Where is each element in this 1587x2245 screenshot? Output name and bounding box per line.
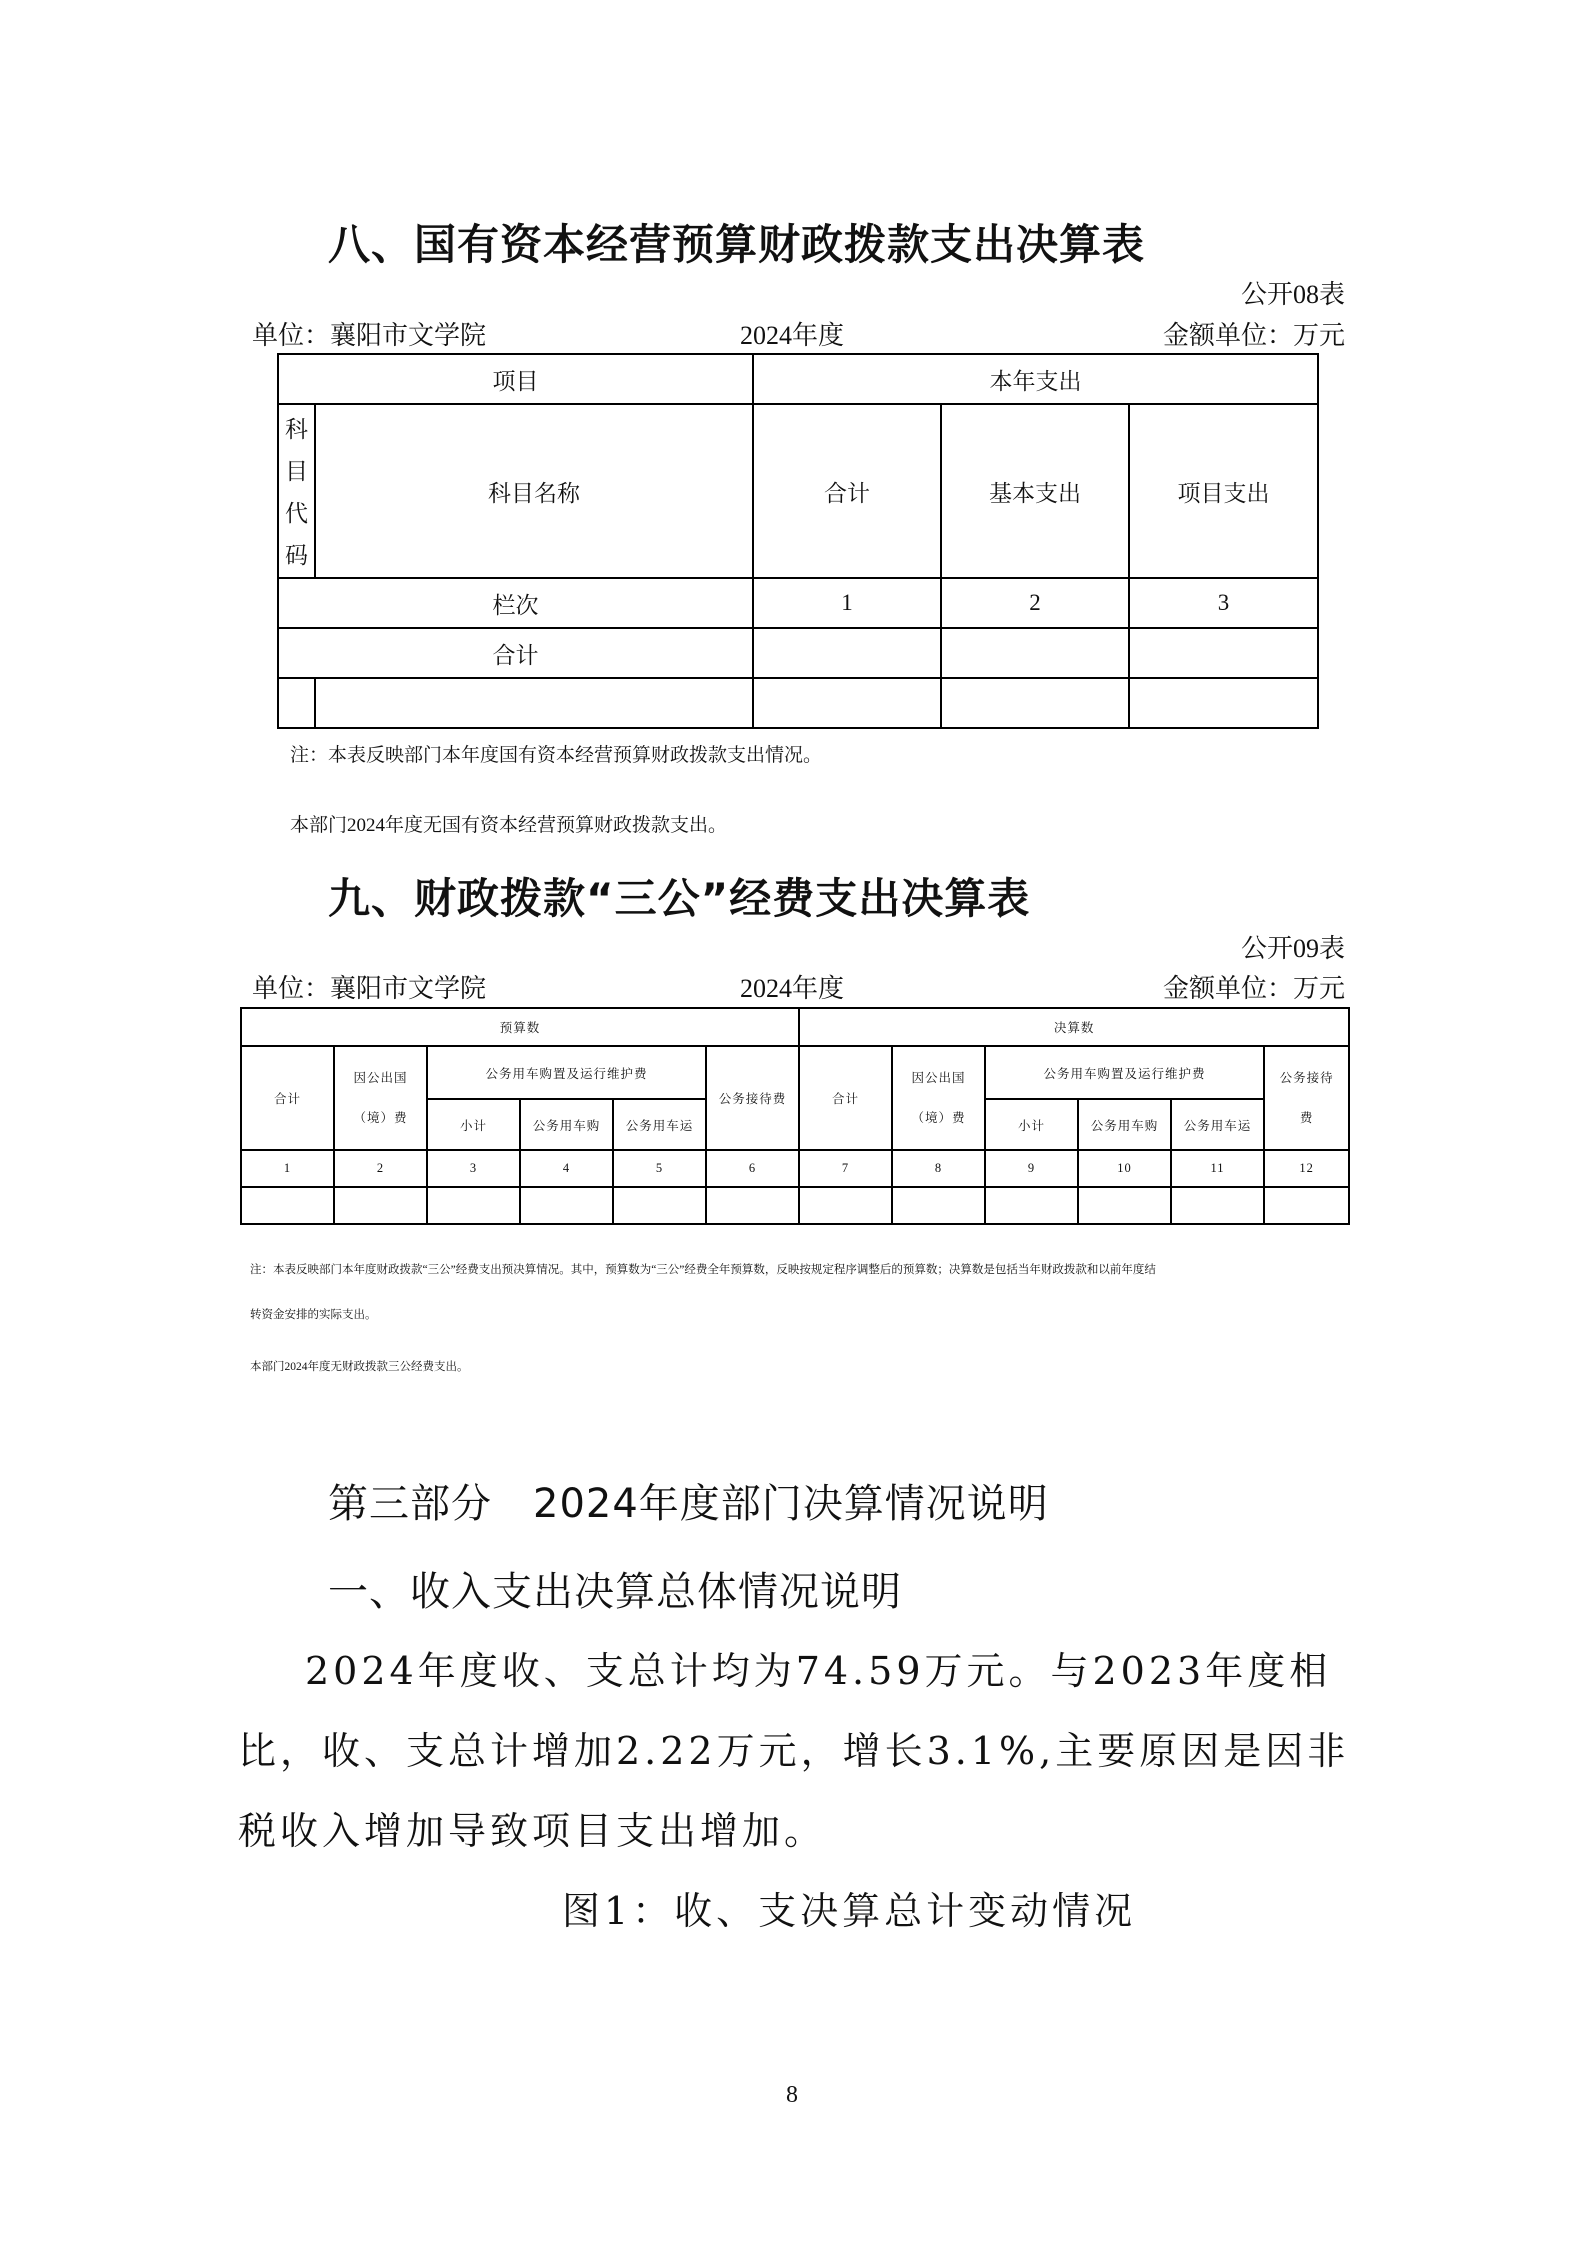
col-total: 合计 [753,404,941,578]
column-number: 3 [1129,578,1318,628]
value-cell [1129,678,1318,728]
value-cell [520,1187,613,1224]
state-capital-expenditure-table [277,353,1319,729]
column-number: 2 [334,1150,427,1187]
total-cell [941,628,1129,678]
column-number: 6 [706,1150,799,1187]
table-header-row [278,354,1318,404]
budget-group-header: 预算数 [241,1008,799,1046]
col-subject-name: 科目名称 [315,404,753,578]
part3-subtitle: 一、收入支出决算总体情况说明 [328,1569,902,1615]
table-subheader-row [278,404,1318,578]
column-number: 1 [241,1150,334,1187]
final-abroad-header [892,1046,985,1150]
column-number: 5 [613,1150,706,1187]
part3-title: 第三部分 2024年度部门决算情况说明 [328,1481,1049,1527]
col-subject-code: 科目代码 [278,404,315,578]
budget-abroad-header [334,1046,427,1150]
budget-subtotal-header: 小计 [427,1099,520,1150]
column-number: 3 [427,1150,520,1187]
summary-paragraph-line2: 比，收、支总计增加2.22万元，增长3.1%,主要原因是因非 [238,1729,1350,1773]
final-vehicle-purchase-header: 公务用车购 [1078,1099,1171,1150]
column-number: 12 [1264,1150,1349,1187]
subject-code-cell [278,678,315,728]
value-cell [241,1187,334,1224]
column-number: 10 [1078,1150,1171,1187]
section8-title: 八、国有资本经营预算财政拨款支出决算表 [328,220,1146,269]
value-cell [613,1187,706,1224]
value-cell [334,1187,427,1224]
column-number: 7 [799,1150,892,1187]
section9-year: 2024年度 [740,974,845,1003]
value-cell [753,678,941,728]
value-cell [1171,1187,1264,1224]
section9-note-line1: 注：本表反映部门本年度财政拨款“三公”经费支出预决算情况。其中，预算数为“三公”经费全年预算数，反映按规定程序调整后的预算数；决算数是包括当年财政拨款和以前年度结 [250,1264,1156,1276]
final-group-header: 决算数 [799,1008,1349,1046]
budget-abroad-line1: 因公出国 [353,1071,408,1085]
column-number: 4 [520,1150,613,1187]
total-label: 合计 [278,628,753,678]
section9-table-number: 公开09表 [1240,934,1345,963]
column-header-row-1 [241,1046,1349,1099]
table-row [278,678,1318,728]
value-cell [1078,1187,1171,1224]
section8-amount-unit: 金额单位：万元 [1162,321,1345,350]
section9-title: 九、财政拨款“三公”经费支出决算表 [328,874,1031,923]
col-basic-expenditure: 基本支出 [941,404,1129,578]
total-row [278,628,1318,678]
col-project-expenditure: 项目支出 [1129,404,1318,578]
header-item: 项目 [278,354,753,404]
header-current-year-expenditure: 本年支出 [753,354,1318,404]
figure-caption: 图1：收、支决算总计变动情况 [562,1889,1137,1933]
section8-unit: 单位：襄阳市文学院 [252,321,487,350]
section8-table-number: 公开08表 [1240,280,1345,309]
column-number-label: 栏次 [278,578,753,628]
total-cell [753,628,941,678]
table-row [241,1187,1349,1224]
column-number: 8 [892,1150,985,1187]
column-number-row [278,578,1318,628]
section9-amount-unit: 金额单位：万元 [1162,974,1345,1003]
summary-paragraph-line1: 2024年度收、支总计均为74.59万元。与2023年度相 [305,1649,1332,1693]
final-reception-line1: 公务接待 [1279,1071,1334,1085]
subject-name-cell [315,678,753,728]
section8-note: 注：本表反映部门本年度国有资本经营预算财政拨款支出情况。 [290,745,823,766]
budget-vehicle-operation-header: 公务用车运 [613,1099,706,1150]
value-cell [985,1187,1078,1224]
budget-reception-header: 公务接待费 [706,1046,799,1150]
budget-abroad-line2: （境）费 [353,1111,408,1125]
final-total-header: 合计 [799,1046,892,1150]
value-cell [427,1187,520,1224]
final-abroad-line2: （境）费 [911,1111,966,1125]
summary-paragraph-line3: 税收入增加导致项目支出增加。 [238,1809,827,1853]
section8-year: 2024年度 [740,321,845,350]
budget-vehicle-purchase-header: 公务用车购 [520,1099,613,1150]
final-reception-line2: 费 [1299,1111,1314,1125]
final-reception-header [1264,1046,1349,1150]
value-cell [799,1187,892,1224]
value-cell [941,678,1129,728]
group-header-row [241,1008,1349,1046]
total-cell [1129,628,1318,678]
final-vehicle-operation-header: 公务用车运 [1171,1099,1264,1150]
value-cell [892,1187,985,1224]
section8-statement: 本部门2024年度无国有资本经营预算财政拨款支出。 [290,815,728,836]
budget-total-header: 合计 [241,1046,334,1150]
section9-statement: 本部门2024年度无财政拨款三公经费支出。 [250,1361,469,1373]
final-subtotal-header: 小计 [985,1099,1078,1150]
value-cell [1264,1187,1349,1224]
column-number: 2 [941,578,1129,628]
column-number-row [241,1150,1349,1187]
section9-unit: 单位：襄阳市文学院 [252,974,487,1003]
section9-note-line2: 转资金安排的实际支出。 [250,1309,377,1321]
column-number: 9 [985,1150,1078,1187]
column-number: 1 [753,578,941,628]
page-number: 8 [786,2082,798,2108]
final-vehicle-group-header: 公务用车购置及运行维护费 [985,1046,1264,1099]
final-abroad-line1: 因公出国 [911,1071,966,1085]
value-cell [706,1187,799,1224]
column-number: 11 [1171,1150,1264,1187]
budget-vehicle-group-header: 公务用车购置及运行维护费 [427,1046,706,1099]
three-public-expenses-table [240,1007,1350,1225]
